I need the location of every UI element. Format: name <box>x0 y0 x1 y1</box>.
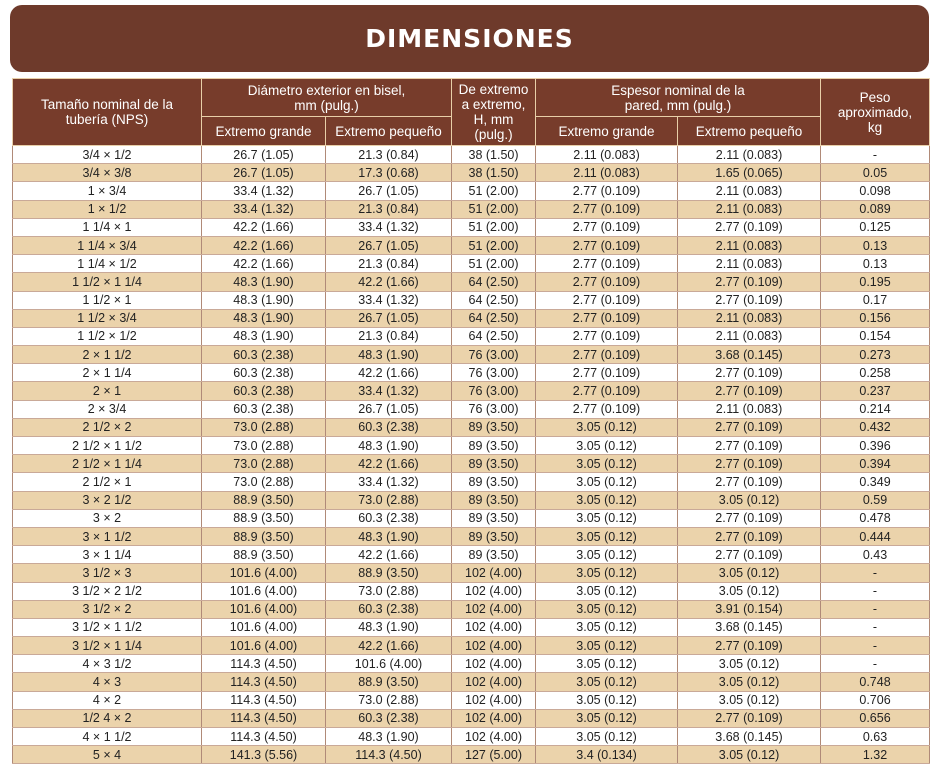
cell-weight: - <box>821 582 930 600</box>
cell-nps: 2 × 1 1/4 <box>13 364 202 382</box>
cell-od-small: 26.7 (1.05) <box>326 400 452 418</box>
cell-end-to-end: 102 (4.00) <box>452 564 536 582</box>
table-row <box>13 400 930 418</box>
cell-nps: 3 × 1 1/2 <box>13 527 202 545</box>
cell-wall-small: 2.77 (0.109) <box>678 382 821 400</box>
cell-wall-large: 3.05 (0.12) <box>536 527 678 545</box>
cell-od-small: 21.3 (0.84) <box>326 255 452 273</box>
cell-wall-large: 2.77 (0.109) <box>536 200 678 218</box>
table-row <box>13 509 930 527</box>
cell-od-small: 48.3 (1.90) <box>326 527 452 545</box>
cell-weight: 0.17 <box>821 291 930 309</box>
header-wall-large: Extremo grande <box>536 117 678 146</box>
cell-od-large: 48.3 (1.90) <box>202 273 326 291</box>
cell-wall-large: 2.77 (0.109) <box>536 255 678 273</box>
cell-od-large: 101.6 (4.00) <box>202 637 326 655</box>
cell-od-large: 88.9 (3.50) <box>202 509 326 527</box>
cell-wall-small: 2.77 (0.109) <box>678 418 821 436</box>
cell-weight: - <box>821 618 930 636</box>
table-row <box>13 182 930 200</box>
cell-weight: - <box>821 655 930 673</box>
table-row <box>13 164 930 182</box>
cell-od-small: 60.3 (2.38) <box>326 600 452 618</box>
cell-wall-large: 3.05 (0.12) <box>536 582 678 600</box>
cell-wall-large: 3.05 (0.12) <box>536 546 678 564</box>
cell-wall-small: 3.05 (0.12) <box>678 691 821 709</box>
cell-end-to-end: 102 (4.00) <box>452 637 536 655</box>
table-row <box>13 728 930 746</box>
cell-od-large: 114.3 (4.50) <box>202 728 326 746</box>
cell-wall-small: 3.05 (0.12) <box>678 582 821 600</box>
cell-od-small: 33.4 (1.32) <box>326 218 452 236</box>
cell-end-to-end: 64 (2.50) <box>452 291 536 309</box>
cell-wall-large: 2.77 (0.109) <box>536 218 678 236</box>
cell-weight: 0.098 <box>821 182 930 200</box>
cell-od-large: 42.2 (1.66) <box>202 218 326 236</box>
cell-od-small: 42.2 (1.66) <box>326 455 452 473</box>
cell-wall-small: 2.77 (0.109) <box>678 437 821 455</box>
cell-weight: 0.156 <box>821 309 930 327</box>
cell-end-to-end: 76 (3.00) <box>452 382 536 400</box>
cell-wall-small: 2.77 (0.109) <box>678 291 821 309</box>
cell-od-large: 88.9 (3.50) <box>202 527 326 545</box>
cell-nps: 3 × 2 1/2 <box>13 491 202 509</box>
cell-wall-large: 3.05 (0.12) <box>536 709 678 727</box>
cell-nps: 2 × 3/4 <box>13 400 202 418</box>
cell-end-to-end: 102 (4.00) <box>452 673 536 691</box>
cell-wall-large: 2.77 (0.109) <box>536 400 678 418</box>
cell-od-large: 73.0 (2.88) <box>202 455 326 473</box>
cell-nps: 1 1/2 × 1/2 <box>13 327 202 345</box>
table-row <box>13 691 930 709</box>
cell-wall-small: 2.77 (0.109) <box>678 218 821 236</box>
title-banner <box>10 5 929 72</box>
table-row <box>13 218 930 236</box>
cell-od-small: 48.3 (1.90) <box>326 728 452 746</box>
cell-nps: 3 1/2 × 1 1/2 <box>13 618 202 636</box>
cell-end-to-end: 102 (4.00) <box>452 655 536 673</box>
cell-od-large: 101.6 (4.00) <box>202 600 326 618</box>
cell-od-small: 26.7 (1.05) <box>326 182 452 200</box>
cell-nps: 2 × 1 1/2 <box>13 346 202 364</box>
header-end-to-end: De extremo a extremo, H, mm (pulg.) <box>452 79 536 146</box>
cell-nps: 1 1/2 × 3/4 <box>13 309 202 327</box>
cell-end-to-end: 89 (3.50) <box>452 473 536 491</box>
cell-wall-large: 2.77 (0.109) <box>536 309 678 327</box>
cell-nps: 1 × 1/2 <box>13 200 202 218</box>
cell-wall-small: 2.77 (0.109) <box>678 455 821 473</box>
cell-weight: 0.478 <box>821 509 930 527</box>
cell-wall-large: 2.77 (0.109) <box>536 182 678 200</box>
cell-end-to-end: 51 (2.00) <box>452 200 536 218</box>
cell-weight: 0.706 <box>821 691 930 709</box>
cell-end-to-end: 64 (2.50) <box>452 309 536 327</box>
cell-end-to-end: 102 (4.00) <box>452 600 536 618</box>
cell-wall-large: 3.05 (0.12) <box>536 600 678 618</box>
cell-od-small: 33.4 (1.32) <box>326 382 452 400</box>
cell-wall-large: 3.05 (0.12) <box>536 655 678 673</box>
cell-nps: 5 × 4 <box>13 746 202 764</box>
cell-od-small: 73.0 (2.88) <box>326 691 452 709</box>
table-row <box>13 473 930 491</box>
cell-od-small: 60.3 (2.38) <box>326 709 452 727</box>
cell-wall-large: 2.77 (0.109) <box>536 273 678 291</box>
cell-end-to-end: 89 (3.50) <box>452 437 536 455</box>
cell-nps: 3 1/2 × 1 1/4 <box>13 637 202 655</box>
cell-od-small: 48.3 (1.90) <box>326 437 452 455</box>
cell-weight: - <box>821 637 930 655</box>
cell-nps: 2 1/2 × 1 1/2 <box>13 437 202 455</box>
cell-end-to-end: 102 (4.00) <box>452 618 536 636</box>
cell-od-small: 26.7 (1.05) <box>326 309 452 327</box>
cell-end-to-end: 89 (3.50) <box>452 455 536 473</box>
cell-od-large: 48.3 (1.90) <box>202 309 326 327</box>
cell-wall-large: 3.05 (0.12) <box>536 418 678 436</box>
cell-od-small: 73.0 (2.88) <box>326 582 452 600</box>
table-row <box>13 600 930 618</box>
cell-od-large: 60.3 (2.38) <box>202 364 326 382</box>
cell-end-to-end: 89 (3.50) <box>452 491 536 509</box>
cell-od-small: 60.3 (2.38) <box>326 418 452 436</box>
cell-wall-large: 3.05 (0.12) <box>536 618 678 636</box>
cell-end-to-end: 102 (4.00) <box>452 709 536 727</box>
table-row <box>13 491 930 509</box>
cell-od-small: 17.3 (0.68) <box>326 164 452 182</box>
cell-od-small: 114.3 (4.50) <box>326 746 452 764</box>
table-row <box>13 673 930 691</box>
cell-weight: - <box>821 600 930 618</box>
cell-nps: 3 1/2 × 2 <box>13 600 202 618</box>
cell-od-small: 42.2 (1.66) <box>326 273 452 291</box>
cell-weight: 0.237 <box>821 382 930 400</box>
table-row <box>13 364 930 382</box>
cell-nps: 3 × 1 1/4 <box>13 546 202 564</box>
cell-nps: 3 1/2 × 2 1/2 <box>13 582 202 600</box>
table-row <box>13 437 930 455</box>
cell-nps: 1 1/2 × 1 <box>13 291 202 309</box>
cell-nps: 1 1/4 × 3/4 <box>13 236 202 254</box>
cell-end-to-end: 51 (2.00) <box>452 218 536 236</box>
cell-weight: 0.349 <box>821 473 930 491</box>
cell-end-to-end: 102 (4.00) <box>452 582 536 600</box>
cell-nps: 2 × 1 <box>13 382 202 400</box>
cell-od-small: 42.2 (1.66) <box>326 637 452 655</box>
cell-od-large: 73.0 (2.88) <box>202 437 326 455</box>
cell-wall-large: 2.77 (0.109) <box>536 346 678 364</box>
cell-od-large: 101.6 (4.00) <box>202 582 326 600</box>
cell-end-to-end: 64 (2.50) <box>452 327 536 345</box>
cell-nps: 3/4 × 1/2 <box>13 146 202 164</box>
cell-nps: 4 × 1 1/2 <box>13 728 202 746</box>
table-row <box>13 709 930 727</box>
cell-od-small: 101.6 (4.00) <box>326 655 452 673</box>
cell-wall-large: 3.05 (0.12) <box>536 491 678 509</box>
cell-wall-small: 3.05 (0.12) <box>678 564 821 582</box>
cell-weight: 0.432 <box>821 418 930 436</box>
cell-end-to-end: 76 (3.00) <box>452 346 536 364</box>
table-row <box>13 236 930 254</box>
cell-wall-large: 2.11 (0.083) <box>536 146 678 164</box>
table-row <box>13 637 930 655</box>
cell-od-small: 33.4 (1.32) <box>326 291 452 309</box>
cell-weight: 0.748 <box>821 673 930 691</box>
cell-wall-small: 2.11 (0.083) <box>678 236 821 254</box>
cell-od-large: 114.3 (4.50) <box>202 673 326 691</box>
table-row <box>13 200 930 218</box>
header-wall-thickness: Espesor nominal de la pared, mm (pulg.) <box>536 79 821 117</box>
table-row <box>13 455 930 473</box>
cell-wall-large: 2.77 (0.109) <box>536 327 678 345</box>
table-row <box>13 418 930 436</box>
cell-od-small: 48.3 (1.90) <box>326 346 452 364</box>
cell-end-to-end: 51 (2.00) <box>452 236 536 254</box>
cell-nps: 3 1/2 × 3 <box>13 564 202 582</box>
cell-wall-small: 2.11 (0.083) <box>678 309 821 327</box>
cell-wall-small: 2.77 (0.109) <box>678 637 821 655</box>
cell-weight: 0.63 <box>821 728 930 746</box>
cell-od-large: 42.2 (1.66) <box>202 255 326 273</box>
cell-wall-small: 3.05 (0.12) <box>678 673 821 691</box>
cell-end-to-end: 89 (3.50) <box>452 509 536 527</box>
cell-end-to-end: 89 (3.50) <box>452 418 536 436</box>
cell-weight: 0.258 <box>821 364 930 382</box>
cell-od-large: 33.4 (1.32) <box>202 182 326 200</box>
cell-wall-large: 3.05 (0.12) <box>536 691 678 709</box>
cell-od-small: 42.2 (1.66) <box>326 546 452 564</box>
cell-weight: 0.05 <box>821 164 930 182</box>
table-row <box>13 564 930 582</box>
cell-wall-large: 3.05 (0.12) <box>536 473 678 491</box>
cell-wall-large: 2.77 (0.109) <box>536 291 678 309</box>
table-row <box>13 527 930 545</box>
cell-od-large: 60.3 (2.38) <box>202 400 326 418</box>
cell-wall-large: 2.77 (0.109) <box>536 382 678 400</box>
cell-weight: - <box>821 146 930 164</box>
cell-wall-small: 2.77 (0.109) <box>678 273 821 291</box>
cell-od-large: 114.3 (4.50) <box>202 691 326 709</box>
cell-weight: - <box>821 564 930 582</box>
cell-nps: 4 × 3 <box>13 673 202 691</box>
cell-od-large: 60.3 (2.38) <box>202 346 326 364</box>
header-nps: Tamaño nominal de la tubería (NPS) <box>13 79 202 146</box>
cell-od-small: 21.3 (0.84) <box>326 146 452 164</box>
table-row <box>13 382 930 400</box>
cell-weight: 0.154 <box>821 327 930 345</box>
cell-wall-large: 2.77 (0.109) <box>536 364 678 382</box>
cell-od-large: 88.9 (3.50) <box>202 546 326 564</box>
cell-nps: 4 × 3 1/2 <box>13 655 202 673</box>
cell-wall-small: 2.11 (0.083) <box>678 255 821 273</box>
cell-od-large: 26.7 (1.05) <box>202 164 326 182</box>
cell-wall-large: 2.11 (0.083) <box>536 164 678 182</box>
cell-wall-large: 3.05 (0.12) <box>536 455 678 473</box>
cell-end-to-end: 51 (2.00) <box>452 182 536 200</box>
cell-end-to-end: 38 (1.50) <box>452 146 536 164</box>
cell-nps: 1 1/4 × 1/2 <box>13 255 202 273</box>
cell-od-large: 114.3 (4.50) <box>202 655 326 673</box>
cell-wall-large: 3.05 (0.12) <box>536 564 678 582</box>
cell-weight: 0.13 <box>821 255 930 273</box>
dimensions-table <box>12 78 930 764</box>
cell-wall-small: 3.05 (0.12) <box>678 746 821 764</box>
cell-wall-large: 2.77 (0.109) <box>536 236 678 254</box>
cell-end-to-end: 89 (3.50) <box>452 527 536 545</box>
cell-od-large: 26.7 (1.05) <box>202 146 326 164</box>
cell-od-small: 21.3 (0.84) <box>326 200 452 218</box>
table-row <box>13 273 930 291</box>
cell-end-to-end: 76 (3.00) <box>452 400 536 418</box>
header-od-large: Extremo grande <box>202 117 326 146</box>
cell-od-small: 88.9 (3.50) <box>326 673 452 691</box>
table-row <box>13 327 930 345</box>
cell-wall-large: 3.05 (0.12) <box>536 437 678 455</box>
cell-od-small: 60.3 (2.38) <box>326 509 452 527</box>
cell-wall-small: 2.77 (0.109) <box>678 473 821 491</box>
table-row <box>13 255 930 273</box>
cell-wall-large: 3.05 (0.12) <box>536 637 678 655</box>
cell-nps: 4 × 2 <box>13 691 202 709</box>
table-row <box>13 582 930 600</box>
cell-weight: 0.396 <box>821 437 930 455</box>
cell-nps: 2 1/2 × 1 <box>13 473 202 491</box>
table-row <box>13 346 930 364</box>
cell-wall-small: 3.05 (0.12) <box>678 491 821 509</box>
cell-nps: 1 × 3/4 <box>13 182 202 200</box>
cell-od-small: 26.7 (1.05) <box>326 236 452 254</box>
cell-od-large: 101.6 (4.00) <box>202 618 326 636</box>
table-row <box>13 618 930 636</box>
cell-end-to-end: 102 (4.00) <box>452 691 536 709</box>
cell-weight: 0.195 <box>821 273 930 291</box>
cell-weight: 1.32 <box>821 746 930 764</box>
cell-nps: 2 1/2 × 1 1/4 <box>13 455 202 473</box>
cell-end-to-end: 64 (2.50) <box>452 273 536 291</box>
table-row <box>13 146 930 164</box>
cell-wall-small: 1.65 (0.065) <box>678 164 821 182</box>
cell-wall-small: 2.77 (0.109) <box>678 546 821 564</box>
cell-weight: 0.43 <box>821 546 930 564</box>
cell-od-small: 42.2 (1.66) <box>326 364 452 382</box>
header-wall-small: Extremo pequeño <box>678 117 821 146</box>
cell-end-to-end: 38 (1.50) <box>452 164 536 182</box>
cell-wall-small: 2.77 (0.109) <box>678 509 821 527</box>
cell-wall-small: 2.77 (0.109) <box>678 709 821 727</box>
cell-od-large: 141.3 (5.56) <box>202 746 326 764</box>
cell-end-to-end: 76 (3.00) <box>452 364 536 382</box>
cell-wall-small: 3.91 (0.154) <box>678 600 821 618</box>
page-title: DIMENSIONES <box>365 24 574 53</box>
cell-wall-small: 2.11 (0.083) <box>678 146 821 164</box>
cell-nps: 1/2 4 × 2 <box>13 709 202 727</box>
cell-weight: 0.394 <box>821 455 930 473</box>
cell-od-large: 42.2 (1.66) <box>202 236 326 254</box>
cell-od-small: 73.0 (2.88) <box>326 491 452 509</box>
cell-weight: 0.214 <box>821 400 930 418</box>
cell-wall-large: 3.4 (0.134) <box>536 746 678 764</box>
table-row <box>13 746 930 764</box>
table-row <box>13 309 930 327</box>
cell-od-small: 33.4 (1.32) <box>326 473 452 491</box>
cell-weight: 0.273 <box>821 346 930 364</box>
cell-weight: 0.59 <box>821 491 930 509</box>
cell-od-large: 60.3 (2.38) <box>202 382 326 400</box>
cell-wall-small: 2.77 (0.109) <box>678 527 821 545</box>
cell-wall-small: 2.77 (0.109) <box>678 364 821 382</box>
cell-wall-large: 3.05 (0.12) <box>536 728 678 746</box>
cell-od-large: 33.4 (1.32) <box>202 200 326 218</box>
table-row <box>13 291 930 309</box>
table-body <box>13 146 930 764</box>
cell-od-large: 114.3 (4.50) <box>202 709 326 727</box>
cell-weight: 0.656 <box>821 709 930 727</box>
cell-od-large: 48.3 (1.90) <box>202 327 326 345</box>
cell-weight: 0.125 <box>821 218 930 236</box>
cell-wall-large: 3.05 (0.12) <box>536 673 678 691</box>
table-row <box>13 546 930 564</box>
cell-nps: 1 1/2 × 1 1/4 <box>13 273 202 291</box>
cell-wall-small: 2.11 (0.083) <box>678 327 821 345</box>
cell-nps: 1 1/4 × 1 <box>13 218 202 236</box>
cell-end-to-end: 127 (5.00) <box>452 746 536 764</box>
cell-wall-small: 3.68 (0.145) <box>678 618 821 636</box>
cell-wall-small: 2.11 (0.083) <box>678 400 821 418</box>
cell-weight: 0.444 <box>821 527 930 545</box>
cell-weight: 0.089 <box>821 200 930 218</box>
cell-wall-small: 2.11 (0.083) <box>678 200 821 218</box>
header-outer-diameter: Diámetro exterior en bisel, mm (pulg.) <box>202 79 452 117</box>
cell-wall-small: 3.68 (0.145) <box>678 728 821 746</box>
cell-od-large: 101.6 (4.00) <box>202 564 326 582</box>
cell-od-large: 73.0 (2.88) <box>202 418 326 436</box>
cell-od-large: 48.3 (1.90) <box>202 291 326 309</box>
cell-od-small: 88.9 (3.50) <box>326 564 452 582</box>
cell-nps: 2 1/2 × 2 <box>13 418 202 436</box>
cell-od-small: 21.3 (0.84) <box>326 327 452 345</box>
cell-nps: 3 × 2 <box>13 509 202 527</box>
header-od-small: Extremo pequeño <box>326 117 452 146</box>
cell-end-to-end: 89 (3.50) <box>452 546 536 564</box>
cell-od-small: 48.3 (1.90) <box>326 618 452 636</box>
cell-wall-small: 2.11 (0.083) <box>678 182 821 200</box>
cell-nps: 3/4 × 3/8 <box>13 164 202 182</box>
cell-od-large: 88.9 (3.50) <box>202 491 326 509</box>
cell-wall-large: 3.05 (0.12) <box>536 509 678 527</box>
cell-end-to-end: 51 (2.00) <box>452 255 536 273</box>
cell-end-to-end: 102 (4.00) <box>452 728 536 746</box>
cell-wall-small: 3.05 (0.12) <box>678 655 821 673</box>
table-row <box>13 655 930 673</box>
cell-weight: 0.13 <box>821 236 930 254</box>
header-weight: Peso aproximado, kg <box>821 79 930 146</box>
cell-od-large: 73.0 (2.88) <box>202 473 326 491</box>
cell-wall-small: 3.68 (0.145) <box>678 346 821 364</box>
